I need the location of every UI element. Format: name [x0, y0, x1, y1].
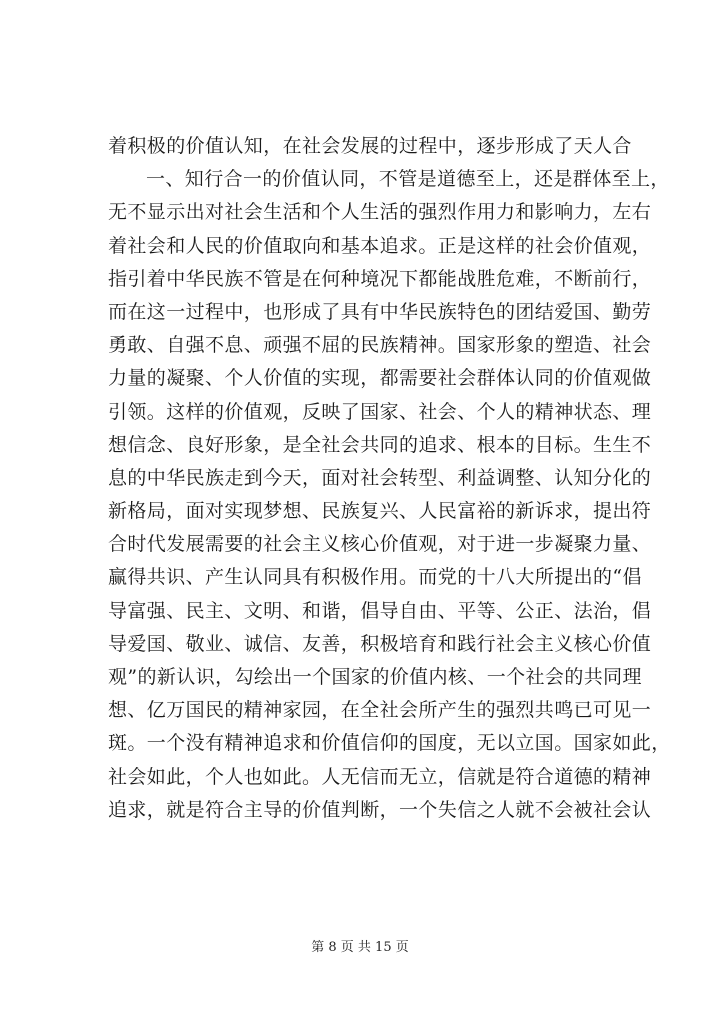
text-line: 合时代发展需要的社会主义核心价值观，对于进一步凝聚力量、: [108, 533, 652, 556]
text-line: 想信念、良好形象，是全社会共同的追求、根本的目标。生生不: [108, 433, 652, 456]
text-line: 指引着中华民族不管是在何种境况下都能战胜危难，不断前行，: [108, 267, 652, 290]
text-line: 赢得共识、产生认同具有积极作用。而党的十八大所提出的“倡: [108, 566, 642, 589]
text-line: 引领。这样的价值观，反映了国家、社会、个人的精神状态、理: [108, 400, 652, 423]
page-footer: 第 8 页 共 15 页: [311, 940, 409, 955]
text-line: 新格局，面对实现梦想、民族复兴、人民富裕的新诉求，提出符: [108, 500, 652, 523]
text-line: 勇敢、自强不息、顽强不屈的民族精神。国家形象的塑造、社会: [108, 334, 652, 357]
text-line: 而在这一过程中，也形成了具有中华民族特色的团结爱国、勤劳: [108, 300, 652, 323]
text-line: 导富强、民主、文明、和谐，倡导自由、平等、公正、法治，倡: [108, 599, 652, 622]
text-line: 斑。一个没有精神追求和价值信仰的国度，无以立国。国家如此，: [108, 732, 671, 755]
text-line: 追求，就是符合主导的价值判断，一个失信之人就不会被社会认: [108, 798, 652, 821]
text-line: 着积极的价值认知，在社会发展的过程中，逐步形成了天人合: [108, 135, 632, 157]
body-text: [108, 130, 671, 827]
text-line: 一、知行合一的价值认同，不管是道德至上，还是群体至上，: [146, 168, 670, 191]
text-line: 着社会和人民的价值取向和基本追求。正是这样的社会价值观，: [108, 234, 652, 257]
text-line: 力量的凝聚、个人价值的实现，都需要社会群体认同的价值观做: [108, 367, 652, 390]
text-line: 社会如此，个人也如此。人无信而无立，信就是符合道德的精神: [108, 765, 652, 788]
text-line: 想、亿万国民的精神家园，在全社会所产生的强烈共鸣已可见一: [108, 699, 652, 722]
text-line: 观”的新认识，勾绘出一个国家的价值内核、一个社会的共同理: [108, 666, 642, 688]
text-line: 无不显示出对社会生活和个人生活的强烈作用力和影响力，左右: [108, 201, 652, 224]
text-line: 息的中华民族走到今天，面对社会转型、利益调整、认知分化的: [108, 466, 652, 489]
text-line: 导爱国、敬业、诚信、友善，积极培育和践行社会主义核心价值: [108, 632, 652, 655]
